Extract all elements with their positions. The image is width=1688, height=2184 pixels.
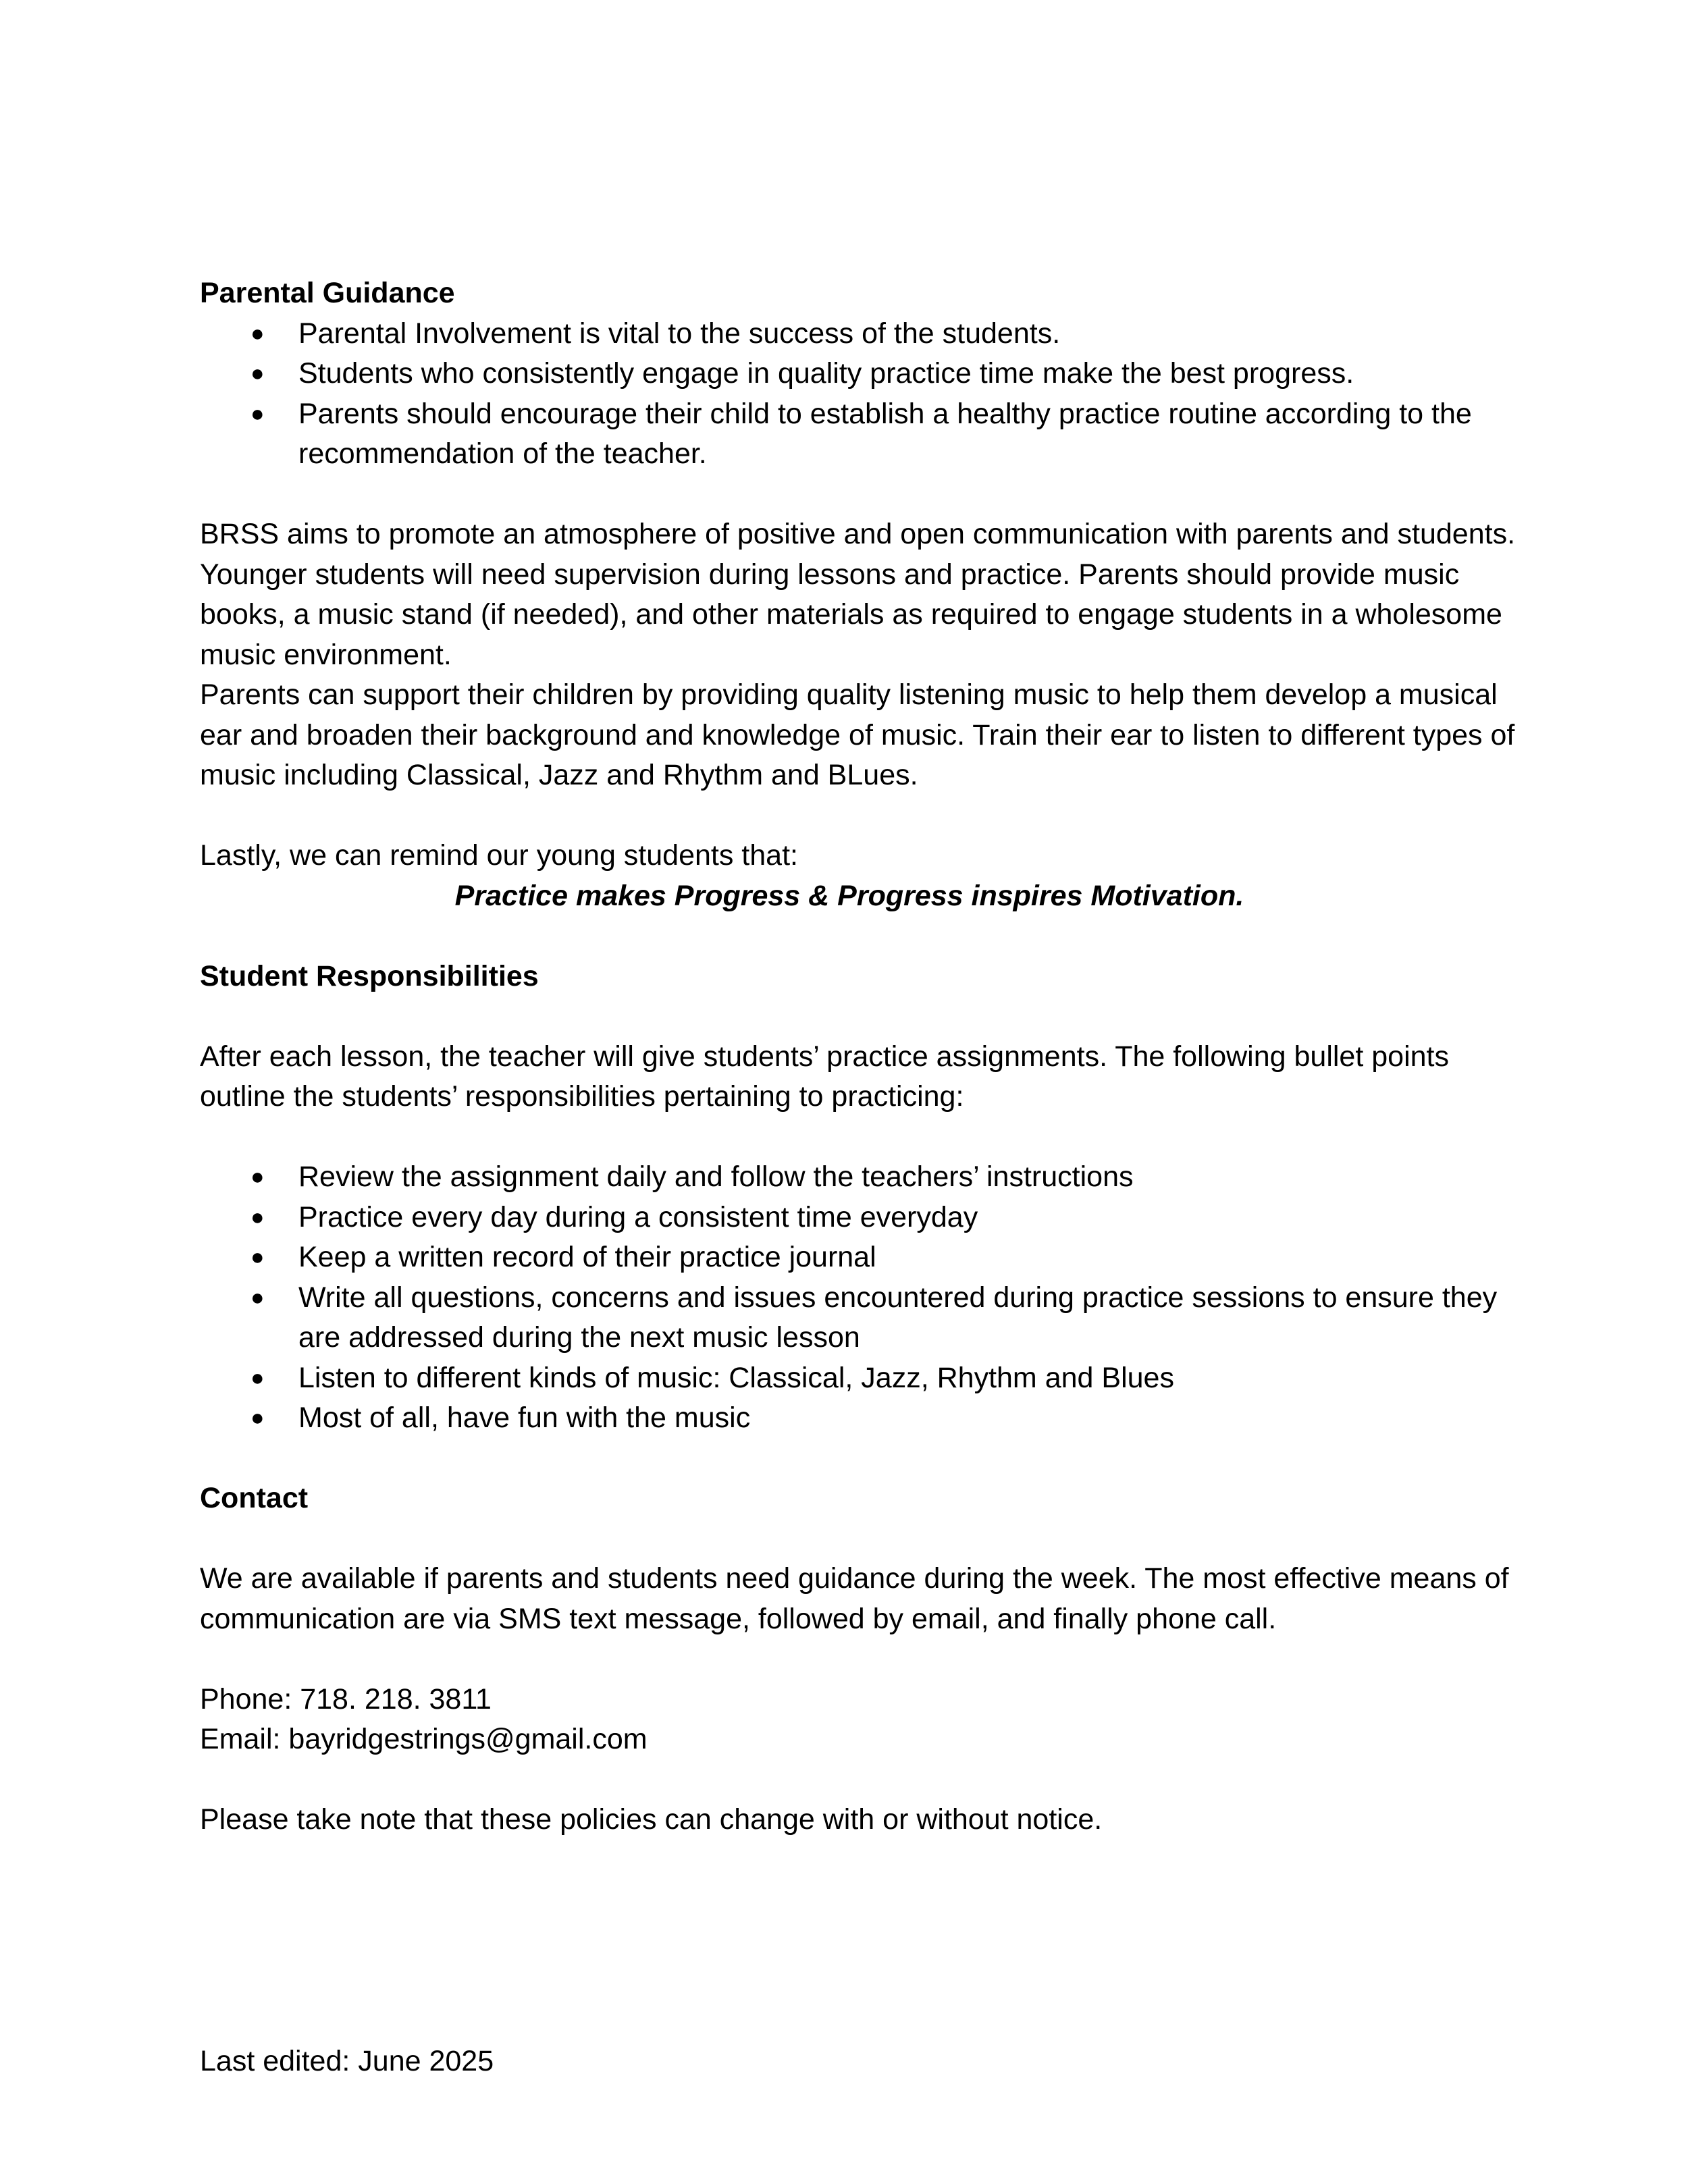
student-responsibilities-list (200, 1157, 1516, 1439)
bullet-icon: ● (250, 1164, 265, 1190)
list-item: ● Parents should encourage their child to establish a healthy practice routine according to the recommendation of the teacher. (200, 394, 1516, 475)
section-heading-parental-guidance: Parental Guidance (200, 277, 455, 309)
contact-phone: Phone: 718. 218. 3811 (200, 1682, 492, 1715)
student-responsibilities-intro: After each lesson, the teacher will give students’ practice assignments. The following bullet points outline the students’ responsibilities pertaining to practicing: (200, 1040, 1449, 1113)
list-item: ● Students who consistently engage in quality practice time make the best progress. (200, 354, 1516, 394)
list-item: ● Review the assignment daily and follow the teachers’ instructions (200, 1157, 1516, 1198)
last-edited: Last edited: June 2025 (200, 2045, 494, 2077)
bullet-icon: ● (250, 1204, 265, 1230)
contact-intro: We are available if parents and students need guidance during the week. The most effective means of communication are via SMS text message, followed by email, and finally phone call. (200, 1562, 1509, 1635)
list-item: ● Keep a written record of their practice journal (200, 1237, 1516, 1278)
list-item: ● Most of all, have fun with the music (200, 1398, 1516, 1439)
bullet-icon: ● (250, 1244, 265, 1270)
policy-notice: Please take note that these policies can change with or without notice. (200, 1803, 1103, 1836)
parental-guidance-list (200, 314, 1516, 475)
bullet-icon: ● (250, 361, 265, 386)
parental-guidance-paragraph-2: Parents can support their children by providing quality listening music to help them develop a musical ear and broaden their background and knowledge of music. Train their ear to listen to different types of music including Classical, Jazz and Rhythm and BLues. (200, 678, 1515, 791)
contact-email: Email: bayridgestrings@gmail.com (200, 1723, 648, 1755)
document-body (200, 273, 1516, 1840)
bullet-icon: ● (250, 1405, 265, 1431)
list-item: ● Listen to different kinds of music: Classical, Jazz, Rhythm and Blues (200, 1358, 1516, 1399)
list-item: ● Parental Involvement is vital to the success of the students. (200, 314, 1516, 354)
list-item: ● Practice every day during a consistent time everyday (200, 1198, 1516, 1238)
parental-guidance-paragraph-1: BRSS aims to promote an atmosphere of positive and open communication with parents and students. Younger students will need supervision during lessons and practice. Parents should provide music books, a music stand (if needed), and other materials as required to engage students in a wholesome music environment. (200, 518, 1516, 671)
bullet-icon: ● (250, 400, 265, 427)
section-heading-student-responsibilities: Student Responsibilities (200, 959, 539, 992)
list-item: ● Write all questions, concerns and issues encountered during practice sessions to ensure they are addressed during the next music lesson (200, 1278, 1516, 1358)
bullet-icon: ● (250, 1364, 265, 1391)
section-heading-contact: Contact (200, 1482, 309, 1514)
bullet-icon: ● (250, 320, 265, 346)
lastly-intro: Lastly, we can remind our young students that: (200, 839, 798, 872)
motto-quote: Practice makes Progress & Progress inspires Motivation. (454, 879, 1244, 912)
bullet-icon: ● (250, 1284, 265, 1310)
